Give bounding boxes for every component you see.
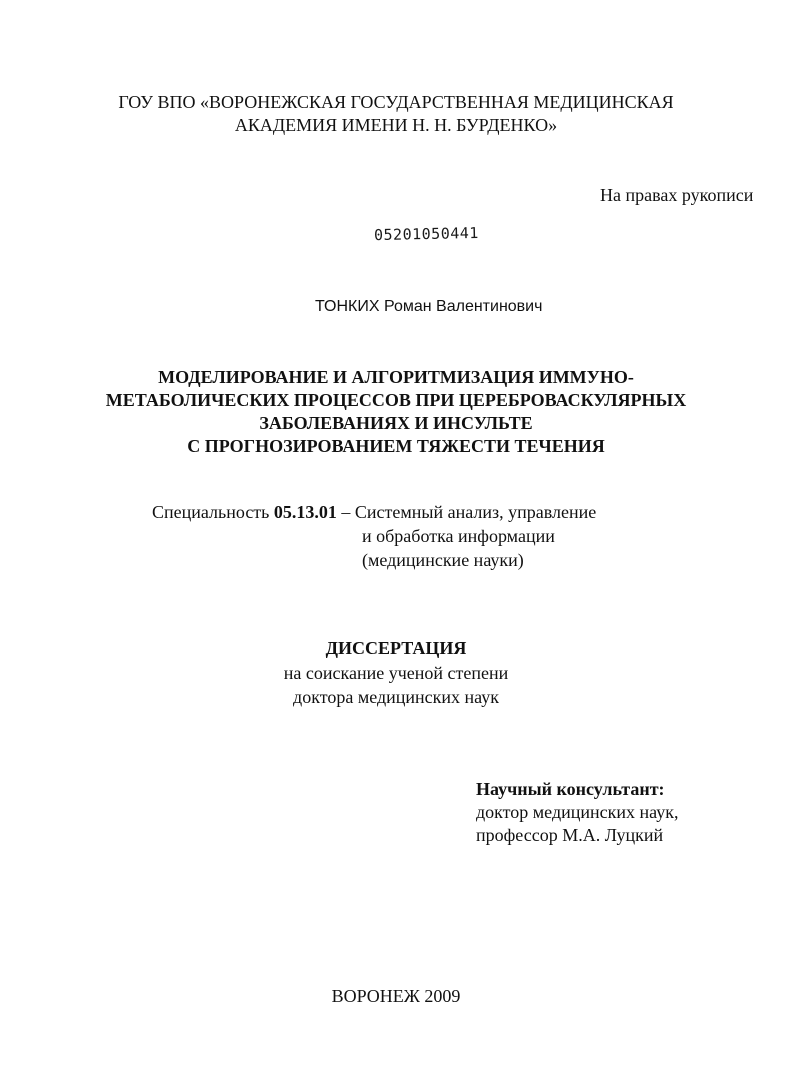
consultant-heading: Научный консультант: [476, 779, 665, 799]
specialty-name-line-3: (медицинские науки) [362, 550, 524, 570]
dissertation-heading: ДИССЕРТАЦИЯ [325, 638, 467, 658]
author-name: ТОНКИХ Роман Валентинович [315, 298, 543, 315]
specialty-code: 05.13.01 [273, 502, 337, 522]
manuscript-note: На правах рукописи [600, 185, 754, 205]
specialty-name: – Системный анализ, управление [336, 502, 597, 522]
archive-stamp-number: 05201050441 [373, 223, 480, 245]
dissertation-degree-line-2: доктора медицинских наук [293, 687, 499, 707]
title-line-2: МЕТАБОЛИЧЕСКИХ ПРОЦЕССОВ ПРИ ЦЕРЕБРОВАСКУЛЯРНЫХ [105, 390, 687, 410]
specialty-line [152, 501, 596, 523]
consultant-degree: доктор медицинских наук, [476, 802, 679, 822]
specialty-name-line-2: и обработка информации [362, 526, 555, 546]
title-line-4: С ПРОГНОЗИРОВАНИЕМ ТЯЖЕСТИ ТЕЧЕНИЯ [187, 436, 605, 456]
specialty-prefix: Специальность [152, 502, 274, 522]
title-line-1: МОДЕЛИРОВАНИЕ И АЛГОРИТМИЗАЦИЯ ИММУНО- [158, 367, 634, 387]
institution-line-1: ГОУ ВПО «ВОРОНЕЖСКАЯ ГОСУДАРСТВЕННАЯ МЕДИЦИНСКАЯ [118, 92, 674, 112]
consultant-name: профессор М.А. Луцкий [476, 825, 664, 845]
dissertation-degree-line-1: на соискание ученой степени [283, 663, 509, 683]
institution-line-2: АКАДЕМИЯ ИМЕНИ Н. Н. БУРДЕНКО» [234, 115, 558, 135]
title-line-3: ЗАБОЛЕВАНИЯХ И ИНСУЛЬТЕ [259, 413, 533, 433]
city-year: ВОРОНЕЖ 2009 [331, 986, 461, 1006]
